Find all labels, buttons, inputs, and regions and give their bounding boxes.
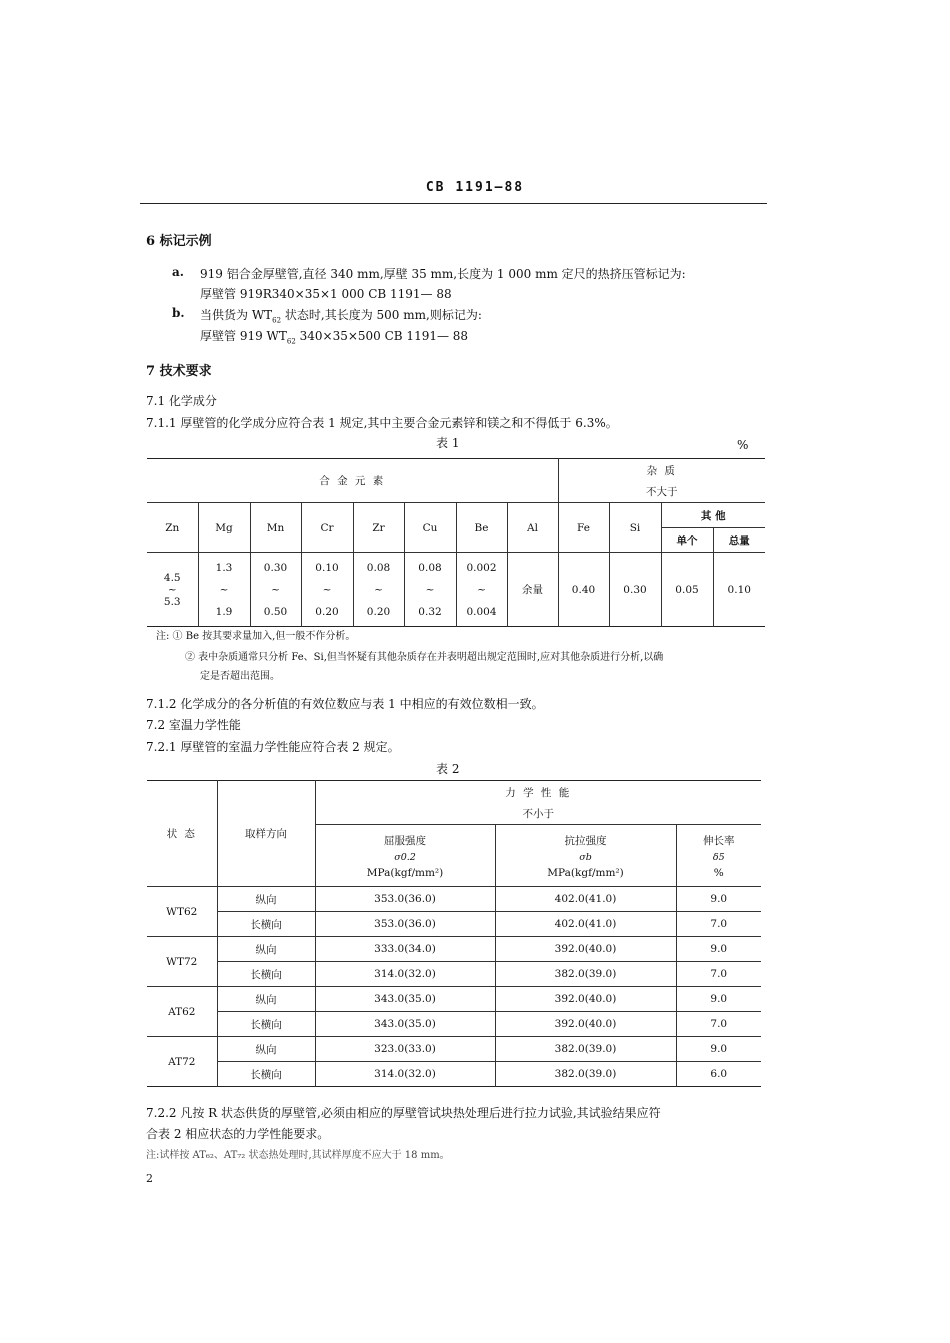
- yield-value: 353.0(36.0): [315, 912, 495, 937]
- table-1: [147, 458, 765, 627]
- section-7-2-2-line-2: 合表 2 相应状态的力学性能要求。: [146, 1127, 330, 1141]
- tensile-value: 392.0(40.0): [495, 937, 676, 962]
- cell-text: 屈服强度: [384, 834, 426, 847]
- header-rule: [140, 203, 767, 204]
- cell-text: ~: [219, 583, 229, 596]
- tensile-value: 382.0(39.0): [495, 962, 676, 987]
- direction: 长横向: [217, 1012, 315, 1037]
- be-range: [456, 553, 507, 627]
- col-zr: Zr: [353, 503, 404, 553]
- cell-text: 抗拉强度: [564, 834, 607, 847]
- col-cr: Cr: [301, 503, 353, 553]
- header-tensile: [495, 825, 676, 887]
- item-a-mark: 厚壁管 919R340×35×1 000 CB 1191— 88: [200, 287, 452, 301]
- tensile-value: 392.0(40.0): [495, 987, 676, 1012]
- page-number: 2: [146, 1172, 153, 1185]
- elongation-value: 9.0: [676, 887, 761, 912]
- table-1-note-1: 注: ① Be 按其要求量加入,但一般不作分析。: [156, 631, 356, 642]
- cell-text: σb: [579, 851, 592, 863]
- cell-text: 0.08: [418, 561, 442, 574]
- table-2: [147, 780, 761, 1087]
- elongation-value: 7.0: [676, 962, 761, 987]
- cell-text: 0.30: [263, 561, 288, 574]
- header-direction: 取样方向: [217, 781, 315, 887]
- cr-range: [301, 553, 353, 627]
- cell-text: 0.50: [263, 605, 288, 618]
- yield-value: 314.0(32.0): [315, 962, 495, 987]
- section-7-title: 7 技术要求: [146, 364, 212, 379]
- state-at72: AT72: [147, 1037, 217, 1087]
- col-si: Si: [609, 503, 661, 553]
- section-7-1: 7.1 化学成分: [146, 394, 217, 408]
- state-wt62: WT62: [147, 887, 217, 937]
- mg-range: [198, 553, 250, 627]
- cell-text: 0.004: [466, 605, 497, 618]
- col-other-single: 单个: [661, 528, 713, 553]
- cell-text: 不小于: [522, 807, 554, 820]
- section-7-1-1: 7.1.1 厚壁管的化学成分应符合表 1 规定,其中主要合金元素锌和镁之和不得低于 6.3%。: [146, 416, 618, 430]
- cell-text: 0.20: [315, 605, 339, 618]
- yield-value: 343.0(35.0): [315, 1012, 495, 1037]
- header-elongation: [676, 825, 761, 887]
- elongation-value: 9.0: [676, 937, 761, 962]
- item-b-text: [200, 306, 482, 324]
- col-mn: Mn: [250, 503, 301, 553]
- cell-text: 62: [272, 316, 282, 325]
- elongation-value: 7.0: [676, 912, 761, 937]
- table-1-title: 表 1: [436, 436, 460, 450]
- tensile-value: 382.0(39.0): [495, 1037, 676, 1062]
- yield-value: 314.0(32.0): [315, 1062, 495, 1087]
- cell-text: ~: [425, 583, 435, 596]
- document-code: CB 1191—88: [425, 180, 525, 195]
- table-1-note-2-cont: 定是否超出范围。: [200, 671, 280, 682]
- direction: 纵向: [217, 887, 315, 912]
- zn-range: [147, 553, 198, 627]
- direction: 纵向: [217, 1037, 315, 1062]
- elongation-value: 9.0: [676, 987, 761, 1012]
- other-total-value: 0.10: [713, 553, 765, 627]
- section-7-2-1: 7.2.1 厚壁管的室温力学性能应符合表 2 规定。: [146, 740, 400, 754]
- cell-text: ~: [322, 583, 332, 596]
- section-6-title: 6 标记示例: [146, 234, 212, 249]
- tensile-value: 382.0(39.0): [495, 1062, 676, 1087]
- yield-value: 333.0(34.0): [315, 937, 495, 962]
- table-1-unit: %: [737, 438, 749, 452]
- cell-text: 62: [286, 337, 296, 346]
- cell-text: 340×35×500 CB 1191— 88: [295, 329, 469, 343]
- col-mg: Mg: [198, 503, 250, 553]
- cell-text: 0.20: [366, 605, 391, 618]
- header-alloy-elements: 合 金 元 素: [319, 475, 386, 487]
- section-7-1-2: 7.1.2 化学成分的各分析值的有效位数应与表 1 中相应的有效位数相一致。: [146, 697, 544, 711]
- direction: 长横向: [217, 912, 315, 937]
- item-b-label: b.: [172, 306, 185, 320]
- tensile-value: 402.0(41.0): [495, 912, 676, 937]
- col-cu: Cu: [404, 503, 456, 553]
- item-b-mark: [200, 327, 468, 345]
- item-a-text: 919 铝合金厚壁管,直径 340 mm,厚壁 35 mm,长度为 1 000 mm 定尺的热挤压管标记为:: [200, 267, 686, 281]
- direction: 长横向: [217, 1062, 315, 1087]
- cell-text: 伸长率: [703, 834, 735, 847]
- cell-text: 状态时,其长度为 500 mm,则标记为:: [281, 308, 482, 322]
- cell-text: ~: [477, 583, 486, 596]
- al-value: 余量: [507, 553, 558, 627]
- state-at62: AT62: [147, 987, 217, 1037]
- cell-text: MPa(kgf/mm²): [547, 866, 624, 879]
- cell-text: 0.32: [418, 605, 442, 618]
- fe-value: 0.40: [558, 553, 609, 627]
- cell-text: MPa(kgf/mm²): [366, 866, 444, 879]
- mn-range: [250, 553, 301, 627]
- direction: 纵向: [217, 987, 315, 1012]
- other-single-value: 0.05: [661, 553, 713, 627]
- item-a-label: a.: [172, 265, 184, 279]
- tensile-value: 392.0(40.0): [495, 1012, 676, 1037]
- cell-text: ~: [271, 583, 280, 596]
- yield-value: 343.0(35.0): [315, 987, 495, 1012]
- cell-text: 厚壁管 919 WT: [200, 329, 287, 343]
- header-yield: [315, 825, 495, 887]
- cell-text: 4.5: [163, 571, 181, 584]
- tensile-value: 402.0(41.0): [495, 887, 676, 912]
- cell-text: 力 学 性 能: [505, 786, 572, 799]
- col-other: 其 他: [661, 503, 765, 528]
- col-be: Be: [456, 503, 507, 553]
- table-2-title: 表 2: [436, 762, 460, 776]
- elongation-value: 7.0: [676, 1012, 761, 1037]
- yield-value: 353.0(36.0): [315, 887, 495, 912]
- cell-text: 0.08: [366, 561, 391, 574]
- yield-value: 323.0(33.0): [315, 1037, 495, 1062]
- cell-text: 当供货为 WT: [200, 308, 273, 322]
- cell-text: 不大于: [646, 485, 678, 498]
- cell-text: δ5: [712, 851, 725, 863]
- cell-text: 5.3: [163, 595, 181, 608]
- cell-text: 1.3: [215, 561, 233, 574]
- table-1-note-2: ② 表中杂质通常只分析 Fe、Si,但当怀疑有其他杂质存在并表明超出规定范围时,应对其他杂质进行分析,以确: [185, 652, 664, 663]
- col-fe: Fe: [558, 503, 609, 553]
- si-value: 0.30: [609, 553, 661, 627]
- elongation-value: 9.0: [676, 1037, 761, 1062]
- cell-text: 0.10: [315, 561, 339, 574]
- direction: 纵向: [217, 937, 315, 962]
- cell-text: ~: [167, 583, 177, 596]
- cell-text: σ0.2: [394, 851, 416, 863]
- cell-text: 杂 质: [646, 464, 677, 477]
- cell-text: %: [713, 866, 724, 879]
- section-7-2-2-line-1: 7.2.2 凡按 R 状态供货的厚壁管,必须由相应的厚壁管试块热处理后进行拉力试验,其试验结果应符: [146, 1106, 661, 1120]
- col-other-total: 总量: [713, 528, 765, 553]
- elongation-value: 6.0: [676, 1062, 761, 1087]
- cu-range: [404, 553, 456, 627]
- zr-range: [353, 553, 404, 627]
- col-zn: Zn: [147, 503, 198, 553]
- header-state: 状 态: [166, 828, 197, 840]
- section-7-2-2-note: 注:试样按 AT₆₂、AT₇₂ 状态热处理时,其试样厚度不应大于 18 mm。: [146, 1150, 450, 1161]
- section-7-2: 7.2 室温力学性能: [146, 718, 241, 732]
- direction: 长横向: [217, 962, 315, 987]
- header-mechanical: [315, 781, 761, 825]
- header-impurities: [558, 459, 765, 503]
- col-al: Al: [507, 503, 558, 553]
- cell-text: ~: [374, 583, 383, 596]
- cell-text: 0.002: [466, 561, 497, 574]
- cell-text: 1.9: [215, 605, 233, 618]
- state-wt72: WT72: [147, 937, 217, 987]
